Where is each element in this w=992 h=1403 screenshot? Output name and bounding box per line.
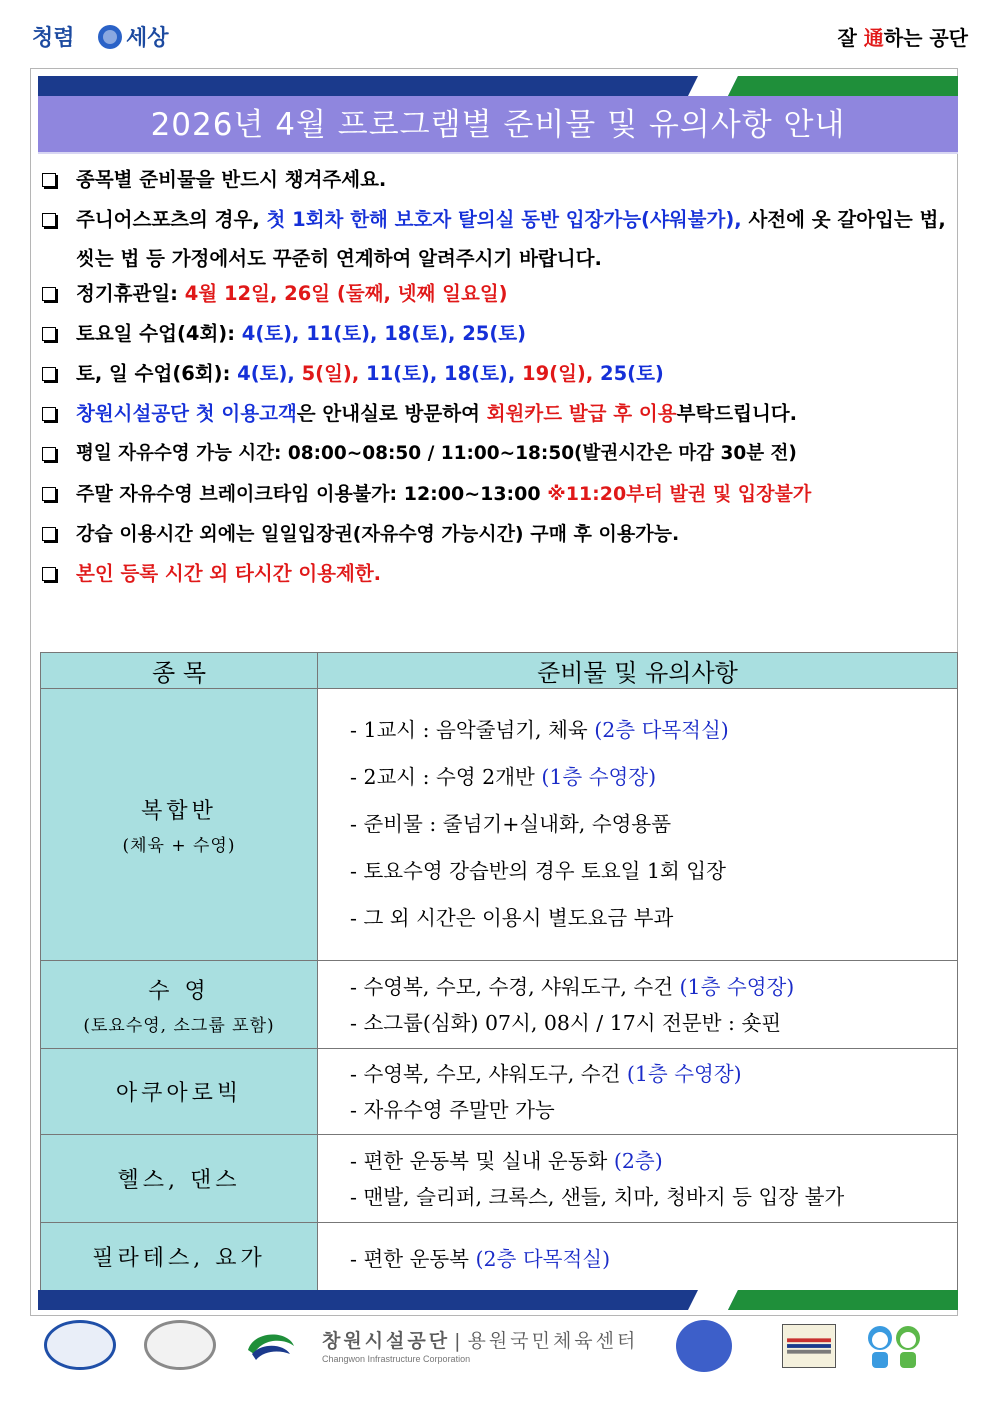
integrity-world-logo bbox=[30, 20, 190, 54]
list-item: - 편한 운동복 (2층 다목적실) bbox=[350, 1246, 611, 1271]
list-item: - 편한 운동복 및 실내 운동화 (2층) bbox=[350, 1148, 663, 1173]
svg-text:세상: 세상 bbox=[126, 26, 169, 51]
notice-item: 토, 일 수업(6회): 4(토), 5(일), 11(토), 18(토), 19(일), 25(토) bbox=[40, 360, 950, 388]
checkbox-bullet-icon bbox=[42, 173, 56, 187]
category-cell: 헬스, 댄스 bbox=[41, 1135, 318, 1223]
list-item: - 수영복, 수모, 샤워도구, 수건 (1층 수영장) bbox=[350, 1061, 742, 1086]
notes-cell bbox=[318, 1135, 958, 1223]
notes-cell bbox=[318, 689, 958, 961]
checkbox-bullet-icon bbox=[42, 367, 56, 381]
footer-logos bbox=[40, 1318, 960, 1374]
list-item: - 소그룹(심화) 07시, 08시 / 17시 전문반 : 숏핀 bbox=[350, 1010, 782, 1035]
checkbox-bullet-icon bbox=[42, 407, 56, 421]
table-row bbox=[41, 1135, 958, 1223]
corp-swirl-logo-icon bbox=[244, 1324, 298, 1370]
human-rights-seal-icon bbox=[44, 1320, 116, 1370]
notice-item: 강습 이용시간 외에는 일일입장권(자유수영 가능시간) 구매 후 이용가능. bbox=[40, 520, 950, 548]
list-item: - 그 외 시간은 이용시 별도요금 부과 bbox=[350, 906, 674, 930]
notice-item: 정기휴관일: 4월 12일, 26일 (둘째, 넷째 일요일) bbox=[40, 280, 950, 308]
notice-item: 주니어스포츠의 경우, 첫 1회차 한해 보호자 탈의실 동반 입장가능(샤워불가), 사전에 옷 갈아입는 법, 씻는 법 등 가정에서도 꾸준히 연계하여 알려주시기 바랍니다. bbox=[40, 200, 950, 278]
notice-item: 평일 자유수영 가능 시간: 08:00~08:50 / 11:00~18:50(발권시간은 마감 30분 전) bbox=[40, 440, 950, 468]
category-cell: 수 영 (토요수영, 소그룹 포함) bbox=[41, 961, 318, 1049]
checkbox-bullet-icon bbox=[42, 487, 56, 501]
list-item: - 수영복, 수모, 수경, 샤워도구, 수건 (1층 수영장) bbox=[350, 974, 795, 999]
list-item: - 토요수영 강습반의 경우 토요일 1회 입장 bbox=[350, 859, 726, 883]
page-title: 2026년 4월 프로그램별 준비물 및 유의사항 안내 bbox=[150, 107, 846, 143]
checkbox-bullet-icon bbox=[42, 213, 56, 227]
notice-list bbox=[40, 166, 950, 600]
notice-item: 창원시설공단 첫 이용고객은 안내실로 방문하여 회원카드 발급 후 이용부탁드립니다. bbox=[40, 400, 950, 428]
program-table bbox=[40, 652, 958, 1291]
notice-item: 종목별 준비물을 반드시 챙겨주세요. bbox=[40, 166, 950, 194]
corp-name-en: Changwon Infrastructure Corporation bbox=[322, 1354, 471, 1364]
top-decor-band bbox=[38, 76, 958, 96]
table-header-row bbox=[41, 653, 958, 689]
slogan: 잘 通하는 공단 bbox=[837, 26, 968, 50]
list-item: - 준비물 : 줄넘기+실내화, 수영용품 bbox=[350, 812, 672, 836]
notice-item: 토요일 수업(4회): 4(토), 11(토), 18(토), 25(토) bbox=[40, 320, 950, 348]
column-header-notes: 준비물 및 유의사항 bbox=[318, 653, 958, 689]
table-row bbox=[41, 1049, 958, 1135]
column-header-category: 종 목 bbox=[41, 653, 318, 689]
list-item: - 1교시 : 음악줄넘기, 체육 (2층 다목적실) bbox=[350, 718, 729, 742]
checkbox-bullet-icon bbox=[42, 527, 56, 541]
category-cell: 복합반 (체육 + 수영) bbox=[41, 689, 318, 961]
checkbox-bullet-icon bbox=[42, 327, 56, 341]
notice-item: 주말 자유수영 브레이크타임 이용불가: 12:00~13:00 ※11:20부터 발권 및 입장불가 bbox=[40, 480, 950, 508]
table-row bbox=[41, 689, 958, 961]
notes-cell bbox=[318, 1223, 958, 1291]
checkbox-bullet-icon bbox=[42, 567, 56, 581]
notes-cell bbox=[318, 961, 958, 1049]
checkbox-bullet-icon bbox=[42, 287, 56, 301]
ccm-seal-icon bbox=[144, 1320, 216, 1370]
bottom-decor-band bbox=[38, 1290, 958, 1310]
notice-item: 본인 등록 시간 외 타시간 이용제한. bbox=[40, 560, 950, 588]
list-item: - 2교시 : 수영 2개반 (1층 수영장) bbox=[350, 765, 657, 789]
category-cell: 필라테스, 요가 bbox=[41, 1223, 318, 1291]
corp-name: 창원시설공단 | 용원국민체육센터 bbox=[322, 1330, 639, 1352]
mascot-icon bbox=[862, 1320, 926, 1374]
page-title-bar bbox=[38, 96, 958, 154]
category-cell: 아쿠아로빅 bbox=[41, 1049, 318, 1135]
integrity-round-logo-icon bbox=[676, 1320, 732, 1372]
svg-text:청렴: 청렴 bbox=[32, 26, 75, 51]
table-row bbox=[41, 1223, 958, 1291]
list-item: - 맨발, 슬리퍼, 크록스, 샌들, 치마, 청바지 등 입장 불가 bbox=[350, 1184, 845, 1209]
notes-cell bbox=[318, 1049, 958, 1135]
list-item: - 자유수영 주말만 가능 bbox=[350, 1097, 555, 1122]
table-row bbox=[41, 961, 958, 1049]
checkbox-bullet-icon bbox=[42, 447, 56, 461]
flag-emblem-icon bbox=[782, 1324, 836, 1368]
